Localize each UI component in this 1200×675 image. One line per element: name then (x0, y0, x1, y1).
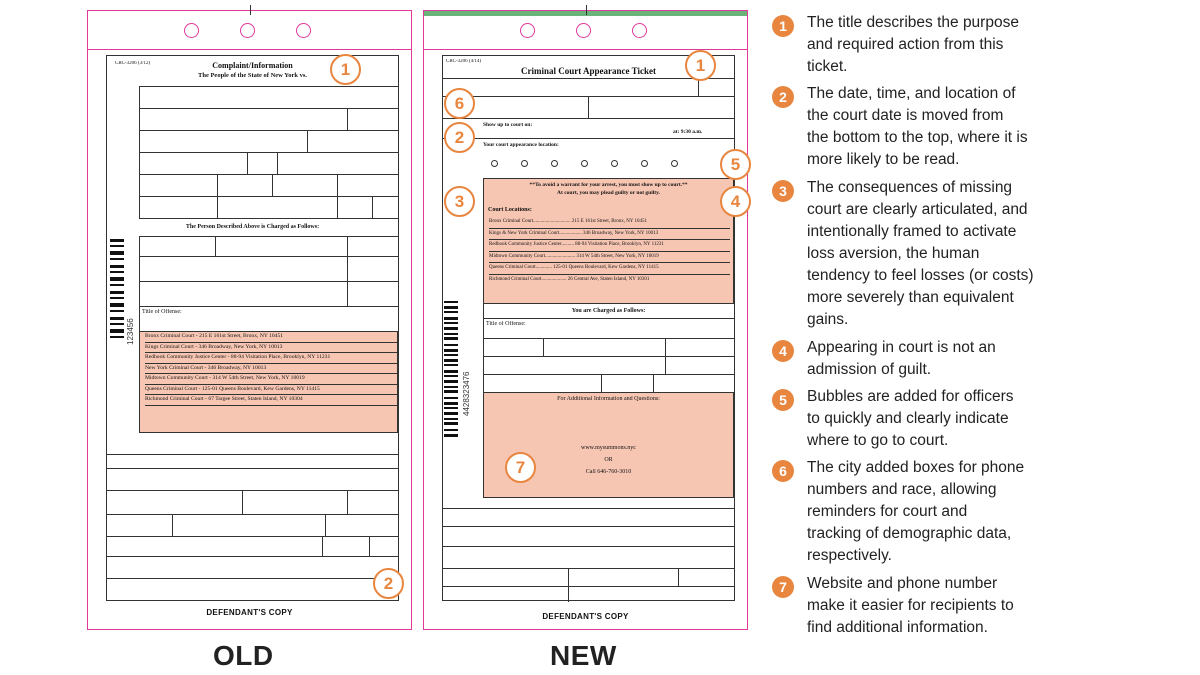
old-label: OLD (213, 640, 274, 671)
form-code: CRC-3206 (4/14) (446, 59, 482, 64)
form-rule (172, 514, 173, 536)
court-bubble[interactable] (491, 160, 498, 167)
form-rule (443, 586, 734, 587)
legend-number: 5 (772, 389, 794, 411)
court-entry: Midtown Community Court........................ 314 W 54th Street, New York, NY 10019 (489, 252, 730, 264)
callout-4-new: 4 (720, 186, 751, 217)
court-entry: Redhook Community Justice Center - 88-94 Visitation Place, Brooklyn, NY 11231 (145, 353, 397, 364)
offense-label: Title of Offense: (486, 321, 526, 327)
serial-number: 4428323476 (462, 371, 471, 416)
court-bubble[interactable] (671, 160, 678, 167)
form-rule (443, 138, 734, 139)
court-bubble[interactable] (641, 160, 648, 167)
or-text: OR (604, 457, 613, 463)
legend-number: 3 (772, 180, 794, 202)
legend-number: 6 (772, 460, 794, 482)
location-label: Your court appearance location: (483, 142, 559, 148)
new-label: NEW (550, 640, 617, 671)
court-bubble[interactable] (581, 160, 588, 167)
form-rule (678, 568, 679, 586)
form-rule (215, 236, 216, 256)
legend-number: 2 (772, 86, 794, 108)
court-entry: Richmond Criminal Court.................... 26 Central Ave, Staten Island, NY 10301 (489, 275, 730, 282)
court-bubble[interactable] (521, 160, 528, 167)
court-entry: Bronx Criminal Court.............................. 215 E 161st Street, Bronx, NY 10451 (489, 217, 730, 229)
phone-text[interactable]: Call 646-760-3010 (585, 469, 632, 475)
court-entry: Kings & New York Criminal Court.................. 346 Broadway, New York, NY 10013 (489, 229, 730, 241)
new-form-body (442, 55, 735, 601)
appearance-time: at: 9:30 a.m. (673, 129, 703, 135)
serial-number: 123456 (126, 318, 135, 345)
show-up-label: Show up to court on: (483, 122, 533, 128)
charged-heading: You are Charged as Follows: (571, 308, 646, 314)
form-rule (139, 281, 398, 282)
form-rule (543, 338, 544, 356)
callout-2-old: 2 (373, 568, 404, 599)
form-rule (483, 338, 734, 339)
warning-block (483, 178, 734, 304)
form-rule (139, 256, 398, 257)
not-guilt-text: At court, you may plead guilty or not guilty. (557, 190, 660, 196)
form-rule (107, 556, 398, 557)
form-rule (139, 174, 398, 175)
form-rule (107, 468, 398, 469)
form-rule (107, 514, 398, 515)
old-court-list (139, 331, 398, 433)
form-rule (139, 86, 140, 218)
warning-text: **To avoid a warrant for your arrest, you must show up to court.** (529, 182, 688, 188)
form-rule (247, 152, 248, 174)
court-bubble[interactable] (551, 160, 558, 167)
callout-2-new: 2 (444, 122, 475, 153)
form-rule (107, 490, 398, 491)
form-rule (601, 374, 602, 392)
legend-text: The city added boxes for phone numbers and race, allowing reminders for court and tracking of demographic data, respectively. (807, 459, 1025, 564)
form-rule (588, 96, 589, 118)
perforation-line (88, 49, 411, 50)
additional-heading: For Additional Information and Questions: (557, 396, 660, 402)
form-rule (347, 108, 348, 130)
court-entry: Queens Criminal Court............. 125-01 Queens Boulevard, Kew Gardens, NY 11415 (489, 263, 730, 275)
punch-hole (296, 23, 311, 38)
court-entry: Kings Criminal Court - 346 Broadway, New York, NY 10013 (145, 343, 397, 354)
court-entry: Midtown Community Court - 314 W 54th Street, New York, NY 10019 (145, 374, 397, 385)
form-rule (568, 568, 569, 602)
court-locations-label: Court Locations: (488, 207, 532, 213)
form-rule (107, 454, 398, 455)
form-code: CRC-3206 (3/12) (115, 61, 151, 66)
form-rule (322, 536, 323, 556)
old-form-body (106, 55, 399, 601)
callout-5-new: 5 (720, 149, 751, 180)
form-rule (139, 218, 398, 219)
punch-hole (184, 23, 199, 38)
barcode (444, 301, 458, 437)
form-rule (139, 196, 398, 197)
legend-number: 4 (772, 340, 794, 362)
form-rule (139, 108, 398, 109)
form-rule (653, 374, 654, 392)
form-rule (483, 318, 734, 319)
court-entry: New York Criminal Court - 346 Broadway, NY 10013 (145, 364, 397, 375)
callout-7-new: 7 (505, 452, 536, 483)
section-heading: The Person Described Above is Charged as Follows: (185, 224, 320, 230)
old-ticket-form (87, 10, 412, 630)
form-rule (483, 374, 734, 375)
callout-1-new: 1 (685, 50, 716, 81)
legend-number: 7 (772, 576, 794, 598)
form-rule (337, 174, 338, 218)
offense-label: Title of Offense: (142, 309, 182, 315)
callout-6-new: 6 (444, 88, 475, 119)
website-text[interactable]: www.mysummons.nyc (581, 445, 636, 451)
legend-text: The title describes the purpose and required action from this ticket. (807, 14, 1019, 75)
form-rule (443, 546, 734, 547)
form-rule (325, 514, 326, 536)
form-rule (372, 196, 373, 218)
new-court-list (487, 217, 730, 281)
form-rule (483, 356, 734, 357)
punch-hole (632, 23, 647, 38)
court-entry: Redhook Community Justice Center.......... 88-94 Visitation Place, Brooklyn, NY 11231 (489, 240, 730, 252)
punch-hole (520, 23, 535, 38)
form-rule (665, 338, 666, 374)
form-rule (139, 130, 398, 131)
legend-text: The consequences of missing court are clearly articulated, and intentionally framed to activate loss aversion, the human tendency to feel losses (or costs) more severely than equivalent gains. (807, 179, 1034, 328)
legend-text: The date, time, and location of the court date is moved from the bottom to the top, where it is more likely to be read. (807, 85, 1028, 168)
form-rule (272, 174, 273, 196)
form-rule (139, 236, 140, 331)
form-rule (242, 490, 243, 514)
legend-text: Bubbles are added for officers to quickly and clearly indicate where to go to court. (807, 388, 1014, 449)
callout-3-new: 3 (444, 186, 475, 217)
form-title: Complaint/Information (212, 61, 293, 70)
court-bubble[interactable] (611, 160, 618, 167)
legend-text: Website and phone number make it easier for recipients to find additional information. (807, 575, 1014, 636)
punch-hole (576, 23, 591, 38)
form-title: Criminal Court Appearance Ticket (521, 66, 656, 76)
form-rule (443, 568, 734, 569)
form-rule (217, 174, 218, 218)
form-subtitle: The People of the State of New York vs. (198, 72, 307, 79)
form-rule (347, 490, 348, 514)
barcode (110, 239, 124, 338)
form-rule (443, 526, 734, 527)
form-rule (139, 86, 398, 87)
form-rule (443, 78, 734, 79)
form-rule (107, 536, 398, 537)
form-rule (139, 152, 398, 153)
form-rule (139, 306, 398, 307)
form-rule (443, 508, 734, 509)
form-rule (139, 236, 398, 237)
court-entry: Bronx Criminal Court - 215 E 161st Street, Bronx, NY 10451 (145, 332, 397, 343)
punch-hole (240, 23, 255, 38)
court-entry: Queens Criminal Court - 125-01 Queens Boulevard, Kew Gardens, NY 11415 (145, 385, 397, 396)
defendant-copy-label: DEFENDANT'S COPY (206, 608, 293, 617)
perforation-tick (250, 5, 251, 15)
perforation-tick (586, 5, 587, 15)
form-rule (443, 118, 734, 119)
form-rule (307, 130, 308, 152)
form-rule (277, 152, 278, 174)
form-rule (369, 536, 370, 556)
legend-number: 1 (772, 15, 794, 37)
legend-text: Appearing in court is not an admission of guilt. (807, 339, 996, 378)
defendant-copy-label: DEFENDANT'S COPY (542, 612, 629, 621)
form-rule (107, 578, 398, 579)
form-rule (347, 236, 348, 306)
court-entry: Richmond Criminal Court - 67 Targee Street, Staten Island, NY 10304 (145, 395, 397, 406)
callout-1-old: 1 (330, 54, 361, 85)
